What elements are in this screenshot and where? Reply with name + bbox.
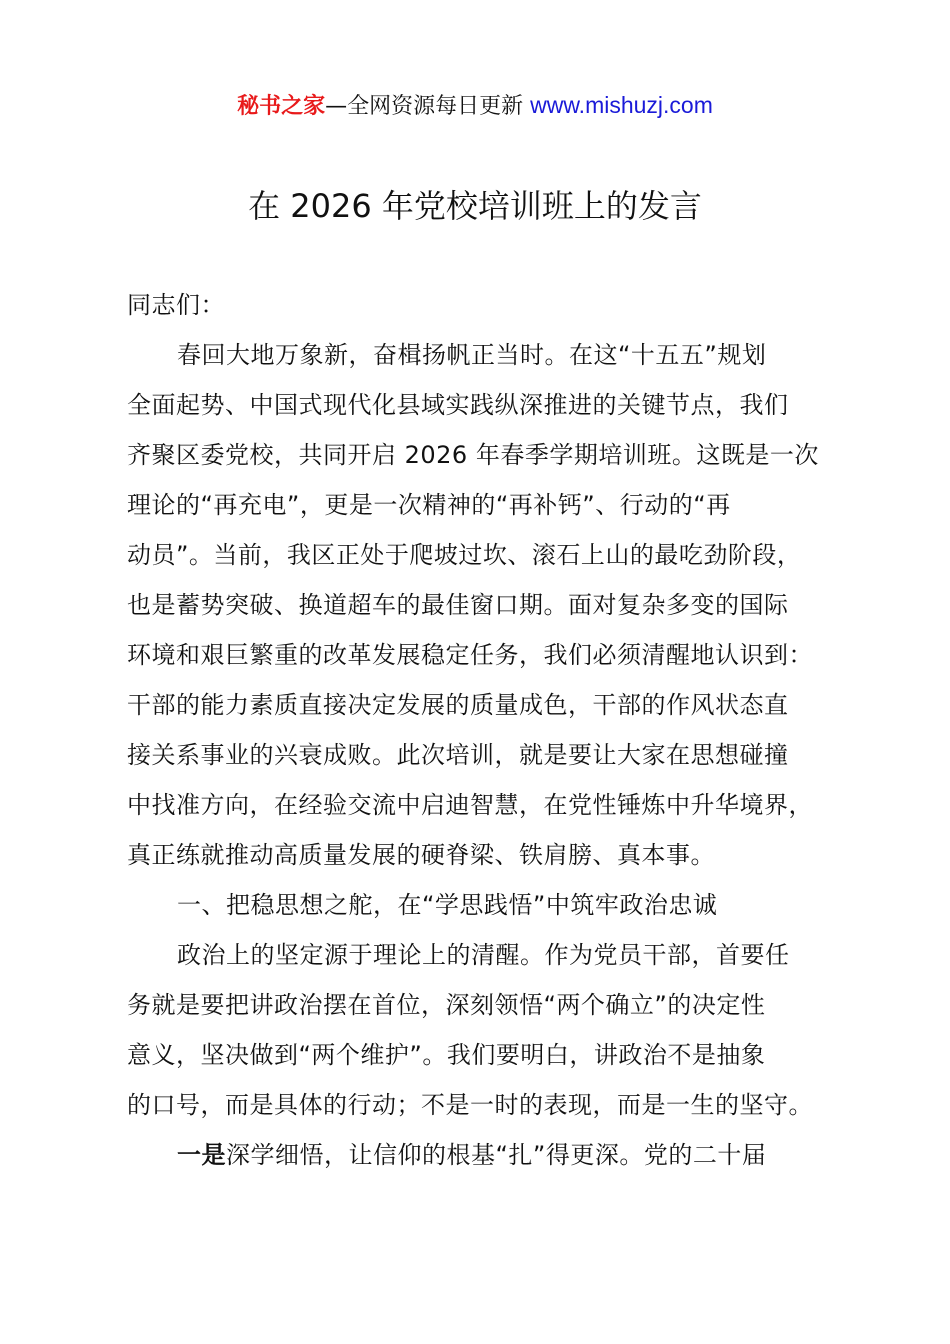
brand-name: 秘书之家: [237, 94, 326, 119]
document-body: [127, 280, 857, 1180]
site-url-link[interactable]: www.mishuzj.com: [530, 92, 713, 118]
paragraph-line: 接关系事业的兴衰成败。此次培训，就是要让大家在思想碰撞: [127, 741, 789, 769]
salutation: 同志们：: [127, 291, 225, 319]
paragraph-line: 也是蓄势突破、换道超车的最佳窗口期。面对复杂多变的国际: [127, 591, 789, 619]
site-header: [0, 88, 950, 124]
paragraph-line: 意义，坚决做到“两个维护”。我们要明白，讲政治不是抽象: [127, 1041, 766, 1069]
bold-lead: 一是: [177, 1141, 226, 1169]
header-tagline: —全网资源每日更新: [325, 94, 524, 119]
paragraph-line: 春回大地万象新，奋楫扬帆正当时。在这“十五五”规划: [177, 341, 767, 369]
paragraph-line: 干部的能力素质直接决定发展的质量成色，干部的作风状态直: [127, 691, 789, 719]
paragraph-line: 的口号，而是具体的行动；不是一时的表现，而是一生的坚守。: [127, 1091, 813, 1119]
paragraph-text: 深学细悟，让信仰的根基“扎”得更深。党的二十届: [226, 1141, 767, 1169]
paragraph-line: 中找准方向，在经验交流中启迪智慧，在党性锤炼中升华境界，: [127, 791, 813, 819]
paragraph-line: 理论的“再充电”，更是一次精神的“再补钙”、行动的“再: [127, 491, 731, 519]
paragraph-line: 务就是要把讲政治摆在首位，深刻领悟“两个确立”的决定性: [127, 991, 766, 1019]
paragraph-line: [127, 1130, 857, 1180]
paragraph-line: 政治上的坚定源于理论上的清醒。作为党员干部，首要任: [177, 941, 790, 969]
paragraph-line: 动员”。当前，我区正处于爬坡过坎、滚石上山的最吃劲阶段，: [127, 541, 802, 569]
paragraph-line: 全面起势、中国式现代化县域实践纵深推进的关键节点，我们: [127, 391, 789, 419]
section-heading: 一、把稳思想之舵，在“学思践悟”中筑牢政治忠诚: [177, 891, 718, 919]
paragraph-line: 真正练就推动高质量发展的硬脊梁、铁肩膀、真本事。: [127, 841, 715, 869]
paragraph-line: 齐聚区委党校，共同开启 2026 年春季学期培训班。这既是一次: [127, 441, 819, 469]
document-title: 在 2026 年党校培训班上的发言: [248, 187, 702, 225]
paragraph-line: 环境和艰巨繁重的改革发展稳定任务，我们必须清醒地认识到：: [127, 641, 813, 669]
